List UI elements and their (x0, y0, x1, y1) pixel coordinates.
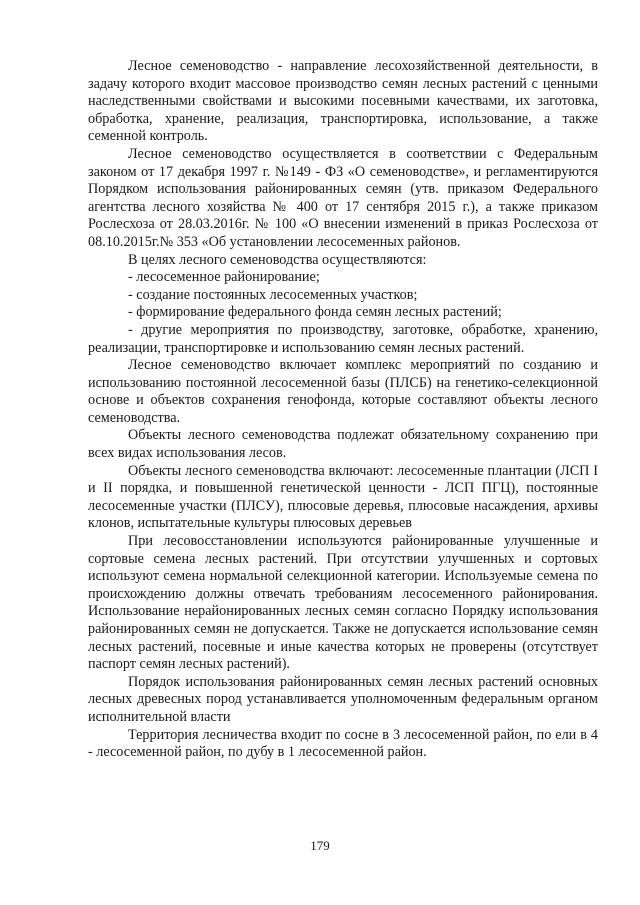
list-item: - создание постоянных лесосеменных участков; (128, 286, 418, 303)
paragraph-procedure: Порядок использования районированных семян лесных растений основных лесных древесных пород устанавливается уполномоченным федеральным органом исполнительной власти (88, 673, 598, 725)
paragraph-territory: Территория лесничества входит по сосне в 3 лесосеменной район, по ели в 4 - лесосеменной район, по дубу в 1 лесосеменной район. (88, 726, 598, 761)
paragraph-definition: Лесное семеноводство - направление лесохозяйственной деятельности, в задачу которого входит массовое производство семян лесных растений с ценными наследственными свойствами и высокими посевными качествами, их заготовка, обработка, хранение, реализация, транспортировка, использование, а также семенной контроль. (88, 58, 598, 145)
paragraph-objects: Объекты лесного семеноводства включают: лесосеменные плантации (ЛСП I и II порядка, и повышенной генетической ценности - ЛСП ПГЦ), постоянные лесосеменные участки (ПЛСУ), плюсовые деревья, плюсовые насаждения, архивы клонов, испытательные культуры плюсовых деревьев (88, 462, 598, 532)
list-item: - лесосеменное районирование; (128, 269, 320, 286)
list-item: - другие мероприятия по производству, заготовке, обработке, хранению, реализации, транспортировке и использованию семян лесных растений. (88, 321, 598, 356)
paragraph-reforestation: При лесовосстановлении используются районированные улучшенные и сортовые семена лесных растений. При отсутствии улучшенных и сортовых используют семена нормальной селекционной категории. Используемые семена по происхождению должны отвечать требованиям лесосеменного районирования. Использование нерайонированных лесных семян согласно Порядку использования районированных семян не допускается. Также не допускается использование семян лесных растений, посевные и иные качества которых не проверены (отсутствует паспорт семян лесных растений). (88, 533, 598, 673)
list-item: - формирование федерального фонда семян лесных растений; (128, 304, 502, 321)
paragraph-seed-base: Лесное семеноводство включает комплекс мероприятий по созданию и использованию постоянной лесосеменной базы (ПЛСБ) на генетико-селекционной основе и объектов сохранения генофонда, которые составляют объекты лесного семеноводства. (88, 357, 598, 426)
document-page (88, 58, 598, 762)
page-number: 179 (310, 838, 330, 853)
paragraph-legal-basis: Лесное семеноводство осуществляется в соответствии с Федеральным законом от 17 декабря 1997 г. №149 - ФЗ «О семеноводстве», и регламентируются Порядком использования районированных семян (утв. приказом Федерального агентства лесного хозяйства № 400 от 17 сентября 2015 г.), а также приказом Рослесхоза от 28.03.2016г. № 100 «О внесении изменений в приказ Рослесхоза от 08.10.2015г.№ 353 «Об установлении лесосеменных районов. (88, 145, 598, 250)
paragraph-preservation: Объекты лесного семеноводства подлежат обязательному сохранению при всех видах использования лесов. (88, 427, 598, 462)
paragraph-list-intro: В целях лесного семеноводства осуществляются: (128, 251, 427, 268)
